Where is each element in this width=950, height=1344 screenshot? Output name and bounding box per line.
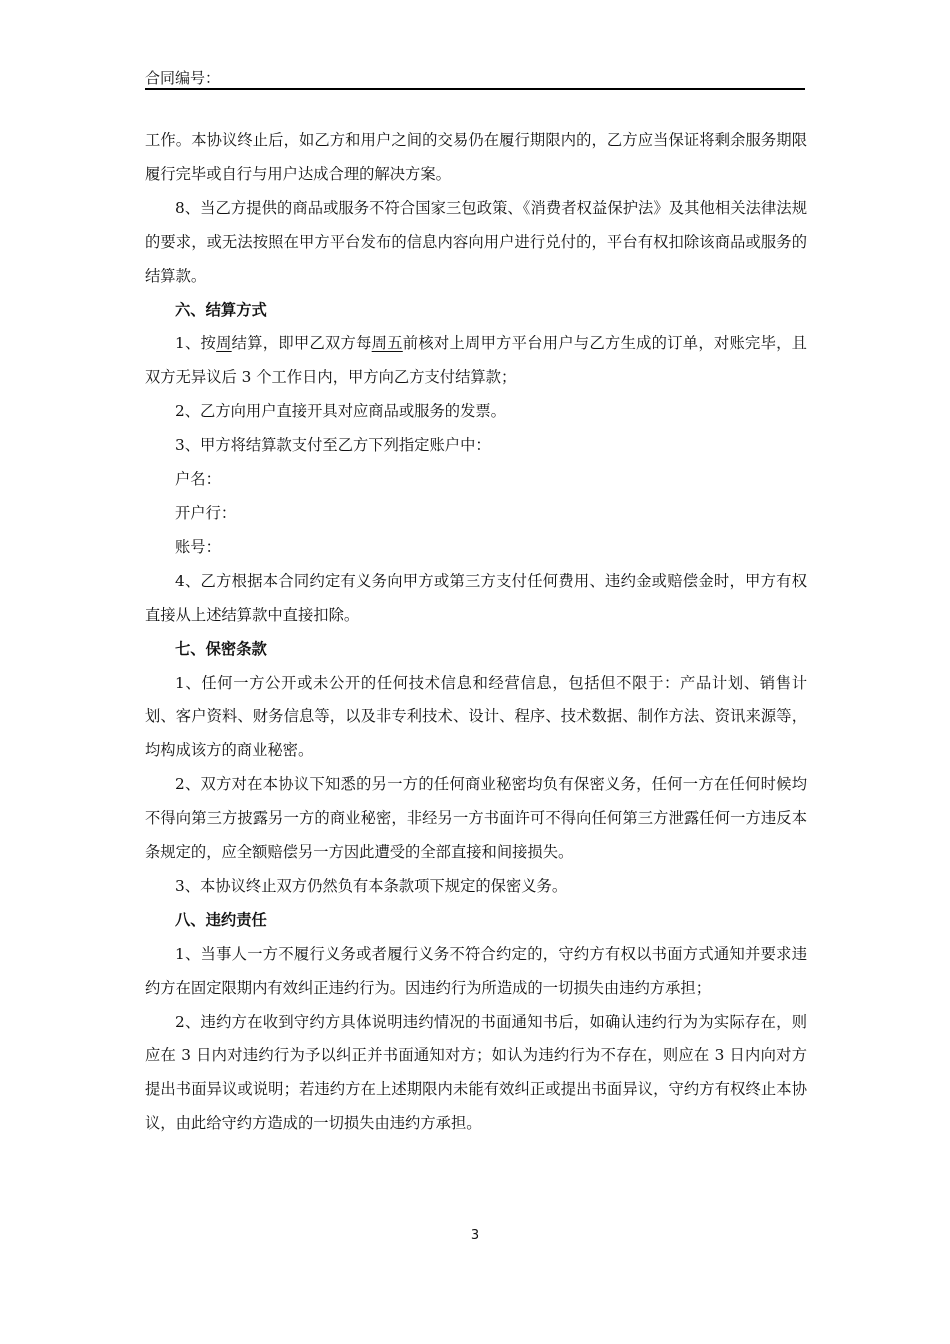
- account-name-line: 户名：: [175, 470, 221, 489]
- contract-number-label: 合同编号：: [145, 69, 221, 87]
- clause-5-8: 8、当乙方提供的商品或服务不符合国家三包政策、《消费者权益保护法》及其他相关法律法规的要求，或无法按照在甲方平台发布的信息内容向用户进行兑付的，平台有权扣除该商品或服务的结算款。: [145, 198, 807, 285]
- section-heading-settlement: 六、结算方式: [175, 300, 267, 319]
- clause-7-2: 2、双方对在本协议下知悉的另一方的任何商业秘密均负有保密义务，任何一方在任何时候均不得向第三方披露另一方的商业秘密，非经另一方书面许可不得向任何第三方泄露任何一方违反本条规定的，应全额赔偿另一方因此遭受的全部直接和间接损失。: [145, 775, 807, 862]
- clause-6-3: 3、甲方将结算款支付至乙方下列指定账户中：: [175, 436, 491, 455]
- contract-number-header: [145, 68, 805, 90]
- clause-6-1-underlined-day: 周五: [371, 334, 403, 353]
- clause-6-1-text-a: 1、按: [175, 334, 217, 353]
- bank-line: 开户行：: [175, 503, 237, 522]
- section-heading-confidentiality: 七、保密条款: [175, 639, 267, 658]
- clause-7-3: 3、本协议终止双方仍然负有本条款项下规定的保密义务。: [175, 876, 568, 895]
- clause-8-2: 2、违约方在收到守约方具体说明违约情况的书面通知书后，如确认违约行为为实际存在，则应在 3 日内对违约行为予以纠正并书面通知对方；如认为违约行为不存在，则应在 3 日内向对方提出书面异议或说明；若违约方在上述期限内未能有效纠正或提出书面异议，守约方有权终止本协议，由此给守约方造成的一切损失由违约方承担。: [145, 1012, 807, 1133]
- clause-6-1-text-c: 前核对上周甲方平台用户与乙方生成的订单，对账完毕，且双方无异议后 3 个工作日内，甲方向乙方支付结算款；: [145, 334, 807, 387]
- clause-6-2: 2、乙方向用户直接开具对应商品或服务的发票。: [175, 402, 506, 421]
- page-number: 3: [470, 1228, 480, 1243]
- clause-6-1-underlined-period: 周: [216, 334, 232, 353]
- paragraph-continued: 工作。本协议终止后，如乙方和用户之间的交易仍在履行期限内的，乙方应当保证将剩余服务期限履行完毕或自行与用户达成合理的解决方案。: [145, 131, 807, 183]
- clause-6-4: 4、乙方根据本合同约定有义务向甲方或第三方支付任何费用、违约金或赔偿金时，甲方有权直接从上述结算款中直接扣除。: [145, 571, 807, 624]
- clause-7-1: 1、任何一方公开或未公开的任何技术信息和经营信息，包括但不限于：产品计划、销售计划、客户资料、财务信息等，以及非专利技术、设计、程序、技术数据、制作方法、资讯来源等，均构成该方的商业秘密。: [145, 673, 807, 760]
- section-heading-breach: 八、违约责任: [175, 910, 267, 929]
- account-number-line: 账号：: [175, 537, 221, 556]
- clause-8-1: 1、当事人一方不履行义务或者履行义务不符合约定的，守约方有权以书面方式通知并要求违约方在固定限期内有效纠正违约行为。因违约行为所造成的一切损失由违约方承担；: [145, 944, 807, 997]
- document-body: [145, 124, 807, 1141]
- clause-6-1-text-b: 结算，即甲乙双方每: [231, 334, 372, 353]
- clause-6-1: [145, 327, 807, 395]
